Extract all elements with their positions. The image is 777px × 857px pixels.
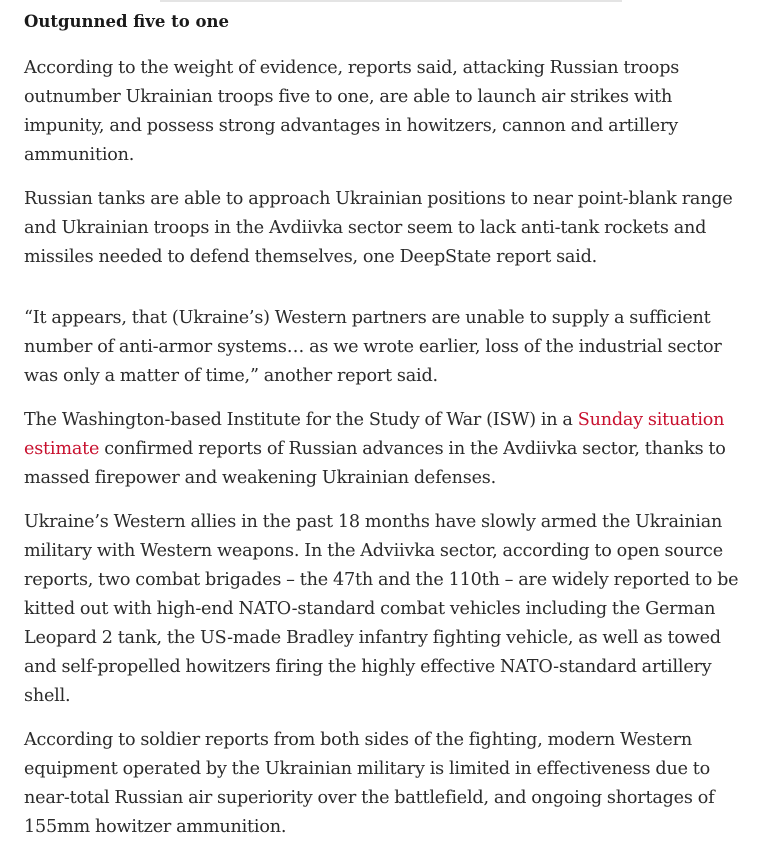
- isw-situation-estimate-link[interactable]: Sunday situation estimate: [24, 410, 725, 459]
- top-divider: [160, 0, 622, 2]
- section-heading: Outgunned five to one: [24, 12, 229, 31]
- paragraph-outnumber: According to the weight of evidence, reports said, attacking Russian troops outnumber Ukrainian troops five to one, are able to launch air strikes with impunity, and possess strong advantages in howitzers, cannon and artillery ammunition.: [24, 58, 680, 165]
- article-body: [24, 10, 756, 857]
- paragraph-soldier-reports: According to soldier reports from both sides of the fighting, modern Western equipment operated by the Ukrainian military is limited in effectiveness due to near-total Russian air superiority over the battlefield, and ongoing shortages of 155mm howitzer ammunition.: [24, 730, 715, 837]
- paragraph-western-allies: Ukraine’s Western allies in the past 18 months have slowly armed the Ukrainian military with Western weapons. In the Adviivka sector, according to open source reports, two combat brigades – the 47th and the 110th – are widely reported to be kitted out with high-end NATO-standard combat vehicles including the German Leopard 2 tank, the US-made Bradley infantry fighting vehicle, as well as towed and self-propelled howitzers firing the highly effective NATO-standard artillery shell.: [24, 512, 739, 706]
- paragraph-quote: “It appears, that (Ukraine’s) Western partners are unable to supply a sufficient number of anti-armor systems… as we wrote earlier, loss of the industrial sector was only a matter of time,” another report said.: [24, 308, 722, 386]
- paragraph-isw-text-after: confirmed reports of Russian advances in the Avdiivka sector, thanks to massed firepower and weakening Ukrainian defenses.: [24, 439, 726, 488]
- paragraph-isw: [24, 406, 756, 493]
- paragraph-isw-text-before: The Washington-based Institute for the Study of War (ISW) in a: [24, 410, 578, 430]
- paragraph-tanks: Russian tanks are able to approach Ukrainian positions to near point-blank range and Ukrainian troops in the Avdiivka sector seem to lack anti-tank rockets and missiles needed to defend themselves, one DeepState report said.: [24, 189, 733, 267]
